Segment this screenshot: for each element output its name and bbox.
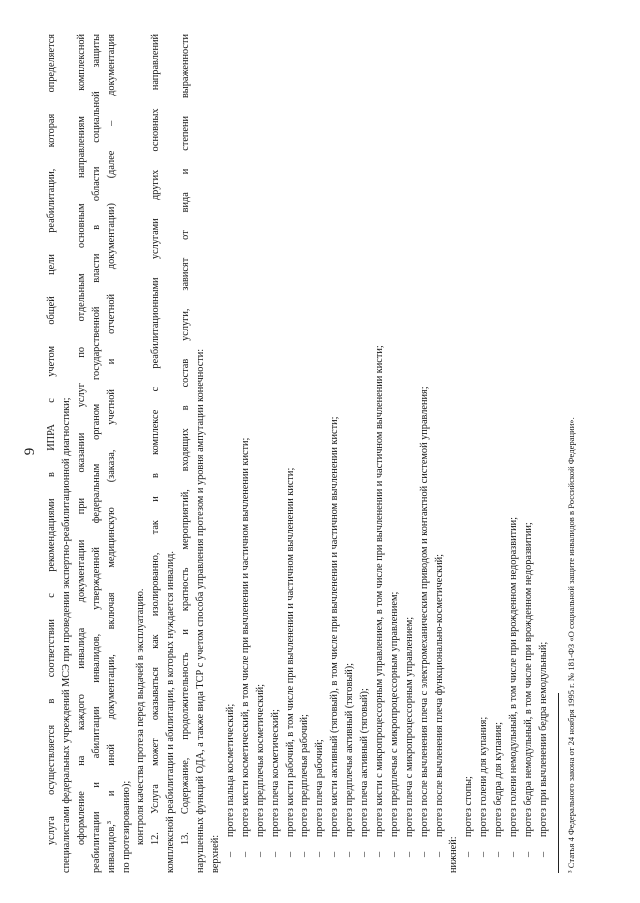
- dash-marker: –: [537, 851, 549, 857]
- list-item-text: протез кисти активный (тяговый), в том числе при вычленении и частичном вычленении кисти;: [329, 416, 341, 837]
- body-line: верхней:: [209, 834, 221, 873]
- body-line: 13. Содержание, продолжительность и кратность мероприятий, входящих в состав услуги, зависят от вида и степени выраженности: [180, 34, 192, 845]
- dash-marker: –: [373, 851, 385, 857]
- dash-marker: –: [329, 851, 341, 857]
- list-item-text: протез плеча косметический;: [269, 709, 281, 837]
- list-item: [462, 34, 477, 873]
- list-item-text: протез предплечья косметический;: [254, 683, 266, 837]
- dash-marker: –: [418, 851, 430, 857]
- list-item: [224, 34, 239, 873]
- body-line: инвалидов,³ и иной документации, включая медицинскую (заказа, учетной и отчетной документации) (далее – документация: [105, 34, 117, 873]
- list-item: [254, 34, 269, 873]
- list-item-text: протез голени для купания;: [478, 716, 490, 837]
- list-item-text: протез предплечья активный (тяговый);: [344, 662, 356, 837]
- dash-marker: –: [433, 851, 445, 857]
- dash-marker: –: [463, 851, 475, 857]
- body-line: реабилитации и абилитации инвалидов, утвержденной федеральным органом государственной власти в области социальной защиты: [90, 34, 102, 873]
- dash-marker: –: [388, 851, 400, 857]
- list-item-text: протез бедра для купания;: [493, 722, 505, 837]
- dash-marker: –: [314, 851, 326, 857]
- list-item-text: протез плеча с микропроцессорным управлением;: [403, 616, 415, 837]
- list-item: [522, 34, 537, 873]
- list-item: [269, 34, 284, 873]
- list-item-text: протез бедра немодульный, в том числе при врожденном недоразвитии;: [523, 522, 534, 837]
- body-line: специалистами федеральных учреждений МСЭ при проведении экспертно-реабилитационной диагностики;: [60, 397, 72, 873]
- dash-marker: –: [269, 851, 281, 857]
- list-item: [388, 34, 403, 873]
- body-line: контроля качества протеза перед выдачей в эксплуатацию.: [135, 588, 147, 845]
- list-item-text: протез плеча активный (тяговый);: [359, 688, 371, 837]
- body-line: нарушенных функций ОДА, а также вида ТСР с учетом способа управления протезом и уровня ампутации конечности:: [195, 348, 207, 873]
- dash-marker: –: [284, 851, 296, 857]
- dash-marker: –: [299, 851, 311, 857]
- dash-marker: –: [523, 851, 534, 857]
- list-item-text: протез после вычленения плеча функционально-косметический;: [433, 554, 445, 837]
- list-item: [239, 34, 254, 873]
- list-item-text: протез голени немодульный, в том числе при врожденном недоразвитии;: [508, 517, 520, 837]
- list-item-text: протез при вычленении бедра немодульный;: [537, 641, 549, 837]
- dash-marker: –: [254, 851, 266, 857]
- list-item-text: протез плеча рабочий;: [314, 739, 326, 837]
- footnote: ³ Статья 4 Федерального закона от 24 ноября 1995 г. № 181-ФЗ «О социальной защите инвалидов в Российской Федерации».: [566, 417, 576, 873]
- section-heading: нижней:: [448, 836, 460, 873]
- dash-marker: –: [493, 851, 505, 857]
- list-item: [403, 34, 418, 873]
- list-item: [284, 34, 299, 873]
- list-item-text: протез предплечья с микропроцессорным управлением;: [388, 591, 400, 837]
- list-item-text: протез после вычленения плеча с электромеханическим приводом и контактной системой управления;: [418, 386, 430, 837]
- dash-marker: –: [478, 851, 490, 857]
- list-item: [358, 34, 373, 873]
- dash-marker: –: [224, 851, 236, 857]
- list-item-text: протез предплечья рабочий;: [299, 714, 311, 837]
- list-item: [507, 34, 522, 873]
- list-item-text: протез кисти рабочий, в том числе при вычленении и частичном вычленении кисти;: [284, 467, 296, 837]
- list-item-text: протез пальца косметический;: [224, 703, 236, 837]
- body-line: по протезированию);: [120, 780, 132, 873]
- list-item-text: протез кисти с микропроцессорным управлением, в том числе при вычленении и частичном вычленении кисти;: [373, 345, 385, 837]
- list-item: [492, 34, 507, 873]
- dash-marker: –: [344, 851, 356, 857]
- list-item-text: протез кисти косметический, в том числе при вычленении и частичном вычленении кисти;: [239, 437, 251, 837]
- footnote-separator: [558, 693, 559, 873]
- list-item: [477, 34, 492, 873]
- document-body: [45, 34, 552, 873]
- dash-marker: –: [403, 851, 415, 857]
- body-line: 12. Услуга может оказываться как изолированно, так и в комплексе с реабилитационными услугами других основных направлений: [150, 34, 162, 845]
- list-item: [313, 34, 328, 873]
- list-item: [433, 34, 448, 873]
- list-item: [328, 34, 343, 873]
- body-line: комплексной реабилитации и абилитации, в которых нуждается инвалид.: [165, 551, 177, 873]
- dash-marker: –: [508, 851, 520, 857]
- dash-marker: –: [239, 851, 251, 857]
- list-item: [373, 34, 388, 873]
- list-item: [418, 34, 433, 873]
- dash-marker: –: [359, 851, 371, 857]
- list-item-text: протез стопы;: [463, 776, 475, 837]
- list-item: [343, 34, 358, 873]
- body-line: услуга осуществляется в соответствии с рекомендациями в ИПРА с учетом общей цели реабилитации, которая определяется: [46, 34, 57, 845]
- list-item: [298, 34, 313, 873]
- list-item: [537, 34, 552, 873]
- page-number: 9: [22, 447, 38, 456]
- body-line: оформление на каждого инвалида документации при оказании услуг по отдельным основным направлениям комплексной: [75, 34, 87, 845]
